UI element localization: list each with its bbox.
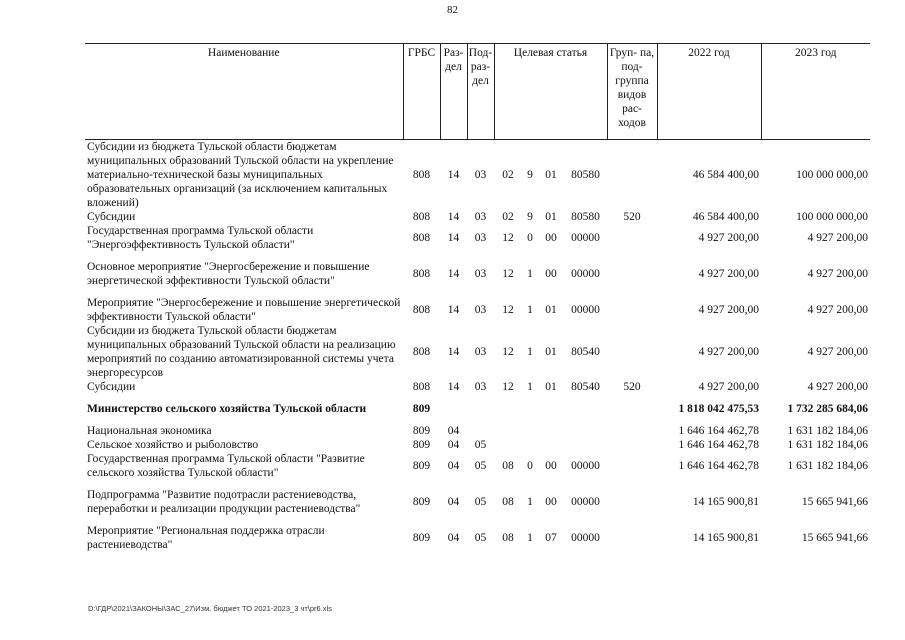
row-target-direction-cell: 00000 (571, 232, 600, 244)
row-expense-group-cell (607, 296, 657, 324)
row-name-cell: Подпрограмма "Развитие подотрасли растениеводства, переработки и реализации продукции растениеводства" (87, 489, 361, 515)
row-razdel-cell: 14 (447, 268, 460, 280)
row-2022-amount-cell: 1 646 164 462,78 (678, 439, 759, 451)
row-grbs-cell: 809 (412, 439, 431, 451)
row-2022-amount-cell: 14 165 900,81 (692, 532, 759, 544)
row-podrazdel-cell: 05 (474, 460, 487, 472)
row-target-subprogram-cell (522, 438, 538, 452)
row-spacer (85, 480, 870, 488)
row-podrazdel-cell (467, 402, 494, 416)
row-target-subprogram-cell: 1 (527, 496, 533, 508)
row-target-program-cell: 08 (502, 496, 514, 508)
row-name-cell: Сельское хозяйство и рыболовство (87, 439, 259, 451)
row-target-program-cell: 02 (502, 169, 514, 181)
row-2022-amount-cell: 4 927 200,00 (698, 304, 759, 316)
row-2022-amount-cell: 4 927 200,00 (698, 232, 759, 244)
table-row (85, 260, 870, 288)
table-header-row (85, 44, 870, 140)
table-row (85, 488, 870, 516)
row-target-direction-cell: 00000 (571, 304, 600, 316)
row-razdel-cell: 14 (447, 381, 460, 393)
row-expense-group-cell: 520 (623, 211, 641, 223)
row-grbs-cell: 808 (412, 346, 431, 358)
row-podrazdel-cell: 03 (474, 268, 487, 280)
row-podrazdel-cell: 03 (474, 169, 487, 181)
row-name-cell: Мероприятие "Региональная поддержка отрасли растениеводства" (87, 525, 325, 551)
row-podrazdel-cell: 03 (474, 346, 487, 358)
row-expense-group-cell (607, 524, 657, 552)
row-expense-group-cell (607, 224, 657, 252)
table-row (85, 296, 870, 324)
row-target-event-cell: 00 (545, 496, 557, 508)
row-target-event-cell (538, 438, 564, 452)
row-razdel-cell: 04 (447, 460, 460, 472)
row-target-event-cell: 01 (545, 211, 557, 223)
row-target-event-cell: 00 (545, 460, 557, 472)
row-2023-amount-cell: 100 000 000,00 (796, 169, 868, 181)
row-target-program-cell (494, 438, 522, 452)
table-row (85, 140, 870, 211)
row-grbs-cell: 809 (412, 496, 431, 508)
row-2023-amount-cell: 1 631 182 184,06 (787, 460, 868, 472)
row-2022-amount-cell: 14 165 900,81 (692, 496, 759, 508)
spacer-cell (85, 480, 870, 488)
row-spacer (85, 516, 870, 524)
footer-file-path: D:\ГДР\2021\ЗАКОНЫ\ЗАС_27\Изм. бюджет ТО 2021-2023_3 чт\pr6.xls (88, 604, 332, 613)
spacer-cell (85, 394, 870, 402)
row-grbs-cell: 809 (412, 425, 431, 437)
table-row (85, 324, 870, 380)
row-2022-amount-cell: 1 818 042 475,53 (678, 403, 759, 415)
table-row (85, 524, 870, 552)
row-podrazdel-cell: 05 (474, 496, 487, 508)
row-2023-amount-cell: 1 631 182 184,06 (787, 425, 868, 437)
row-razdel-cell (440, 402, 467, 416)
row-grbs-cell: 808 (412, 232, 431, 244)
row-2022-amount-cell: 46 584 400,00 (692, 211, 759, 223)
row-target-subprogram-cell: 1 (527, 346, 533, 358)
row-razdel-cell: 14 (447, 211, 460, 223)
row-target-program-cell: 12 (502, 304, 514, 316)
budget-table (85, 43, 870, 552)
row-target-event-cell: 07 (545, 532, 557, 544)
row-spacer (85, 288, 870, 296)
row-target-direction-cell: 80540 (571, 346, 600, 358)
row-target-program-cell: 08 (502, 460, 514, 472)
row-target-program-cell: 12 (502, 268, 514, 280)
row-2022-amount-cell: 1 646 164 462,78 (678, 460, 759, 472)
header-name: Наименование (85, 44, 403, 140)
row-target-direction-cell: 00000 (571, 268, 600, 280)
row-target-event-cell: 01 (545, 169, 557, 181)
row-razdel-cell: 14 (447, 346, 460, 358)
header-podrazdel: Под- раз- дел (467, 44, 494, 140)
row-razdel-cell: 04 (447, 532, 460, 544)
row-expense-group-cell (607, 452, 657, 480)
row-name-cell: Министерство сельского хозяйства Тульской области (87, 403, 367, 415)
table-row (85, 438, 870, 452)
row-name-cell: Субсидии (87, 381, 136, 393)
table-row (85, 452, 870, 480)
row-target-event-cell: 01 (545, 304, 557, 316)
row-target-subprogram-cell (522, 402, 538, 416)
row-spacer (85, 394, 870, 402)
row-2023-amount-cell: 100 000 000,00 (796, 211, 868, 223)
row-target-event-cell (538, 424, 564, 438)
row-target-direction-cell: 80540 (571, 381, 600, 393)
table-body (85, 140, 870, 553)
row-name-cell: Субсидии (87, 211, 136, 223)
row-target-subprogram-cell: 0 (527, 232, 533, 244)
row-podrazdel-cell (467, 424, 494, 438)
spacer-cell (85, 416, 870, 424)
row-target-program-cell: 02 (502, 211, 514, 223)
row-2022-amount-cell: 4 927 200,00 (698, 268, 759, 280)
row-expense-group-cell (607, 140, 657, 211)
table-row (85, 402, 870, 416)
row-target-event-cell (538, 402, 564, 416)
row-razdel-cell: 14 (447, 169, 460, 181)
row-target-direction-cell: 00000 (571, 460, 600, 472)
row-razdel-cell: 04 (447, 425, 460, 437)
row-target-subprogram-cell: 1 (527, 304, 533, 316)
header-grbs: ГРБС (403, 44, 440, 140)
row-2023-amount-cell: 4 927 200,00 (807, 304, 868, 316)
row-podrazdel-cell: 03 (474, 381, 487, 393)
row-target-subprogram-cell: 9 (527, 169, 533, 181)
row-expense-group-cell (607, 438, 657, 452)
row-podrazdel-cell: 05 (474, 532, 487, 544)
row-grbs-cell: 808 (412, 169, 431, 181)
row-target-event-cell: 01 (545, 381, 557, 393)
row-target-subprogram-cell: 1 (527, 381, 533, 393)
row-target-program-cell (494, 424, 522, 438)
row-target-event-cell: 01 (545, 346, 557, 358)
row-expense-group-cell (607, 424, 657, 438)
table-row (85, 210, 870, 224)
row-2023-amount-cell: 15 665 941,66 (801, 496, 868, 508)
row-spacer (85, 416, 870, 424)
row-target-direction-cell: 80580 (571, 169, 600, 181)
row-2023-amount-cell: 4 927 200,00 (807, 232, 868, 244)
row-expense-group-cell: 520 (623, 381, 641, 393)
page-number: 82 (447, 4, 458, 16)
row-2023-amount-cell: 4 927 200,00 (807, 268, 868, 280)
row-podrazdel-cell: 03 (474, 232, 487, 244)
row-razdel-cell: 14 (447, 232, 460, 244)
row-target-event-cell: 00 (545, 232, 557, 244)
row-target-direction-cell (564, 438, 607, 452)
row-target-subprogram-cell: 0 (527, 460, 533, 472)
row-grbs-cell: 808 (412, 381, 431, 393)
row-target-direction-cell: 00000 (571, 532, 600, 544)
row-razdel-cell: 04 (447, 496, 460, 508)
header-2022: 2022 год (657, 44, 761, 140)
row-name-cell: Основное мероприятие "Энергосбережение и повышение энергетической эффективности Тульской области" (87, 261, 370, 287)
row-target-subprogram-cell (522, 424, 538, 438)
row-target-event-cell: 00 (545, 268, 557, 280)
row-2022-amount-cell: 1 646 164 462,78 (678, 425, 759, 437)
row-target-direction-cell (564, 424, 607, 438)
row-grbs-cell: 808 (412, 268, 431, 280)
row-name-cell: Субсидии из бюджета Тульской области бюджетам муниципальных образований Тульской области на укрепление материально-технической базы муниципальных образовательных организаций (за исключением капитальных вложений) (87, 141, 394, 209)
row-expense-group-cell (607, 402, 657, 416)
row-expense-group-cell (607, 324, 657, 380)
row-grbs-cell: 809 (412, 403, 431, 415)
row-2022-amount-cell: 46 584 400,00 (692, 169, 759, 181)
row-target-program-cell: 12 (502, 232, 514, 244)
table-row (85, 224, 870, 252)
header-razdel: Раз- дел (440, 44, 467, 140)
header-expense-group: Груп- па, под- группа видов рас- ходов (607, 44, 657, 140)
spacer-cell (85, 516, 870, 524)
row-grbs-cell: 809 (412, 532, 431, 544)
row-2023-amount-cell: 1 631 182 184,06 (787, 439, 868, 451)
row-grbs-cell: 809 (412, 460, 431, 472)
row-grbs-cell: 808 (412, 304, 431, 316)
table-row (85, 424, 870, 438)
row-2023-amount-cell: 1 732 285 684,06 (787, 403, 868, 415)
row-name-cell: Государственная программа Тульской области "Развитие сельского хозяйства Тульской области" (87, 453, 365, 479)
row-razdel-cell: 14 (447, 304, 460, 316)
row-podrazdel-cell: 03 (474, 304, 487, 316)
row-target-program-cell: 12 (502, 346, 514, 358)
row-expense-group-cell (607, 488, 657, 516)
row-spacer (85, 252, 870, 260)
spacer-cell (85, 252, 870, 260)
row-2023-amount-cell: 15 665 941,66 (801, 532, 868, 544)
row-target-program-cell: 08 (502, 532, 514, 544)
row-podrazdel-cell: 03 (474, 211, 487, 223)
row-target-direction-cell (564, 402, 607, 416)
header-2023: 2023 год (761, 44, 870, 140)
row-target-direction-cell: 80580 (571, 211, 600, 223)
row-podrazdel-cell: 05 (474, 439, 487, 451)
row-target-subprogram-cell: 1 (527, 532, 533, 544)
row-expense-group-cell (607, 260, 657, 288)
row-target-program-cell (494, 402, 522, 416)
row-2022-amount-cell: 4 927 200,00 (698, 346, 759, 358)
header-target-article: Целевая статья (494, 44, 607, 140)
row-name-cell: Мероприятие "Энергосбережение и повышение энергетической эффективности Тульской области" (87, 297, 401, 323)
row-name-cell: Государственная программа Тульской области "Энергоэффективность Тульской области" (87, 225, 314, 251)
row-2023-amount-cell: 4 927 200,00 (807, 381, 868, 393)
row-razdel-cell: 04 (447, 439, 460, 451)
row-2023-amount-cell: 4 927 200,00 (807, 346, 868, 358)
row-target-subprogram-cell: 9 (527, 211, 533, 223)
row-target-program-cell: 12 (502, 381, 514, 393)
spacer-cell (85, 288, 870, 296)
row-name-cell: Национальная экономика (87, 425, 212, 437)
table-row (85, 380, 870, 394)
row-2022-amount-cell: 4 927 200,00 (698, 381, 759, 393)
row-target-subprogram-cell: 1 (527, 268, 533, 280)
row-name-cell: Субсидии из бюджета Тульской области бюджетам муниципальных образований Тульской области на реализацию мероприятий по созданию автоматизированной системы учета энергоресурсов (87, 325, 396, 379)
row-target-direction-cell: 00000 (571, 496, 600, 508)
row-grbs-cell: 808 (412, 211, 431, 223)
